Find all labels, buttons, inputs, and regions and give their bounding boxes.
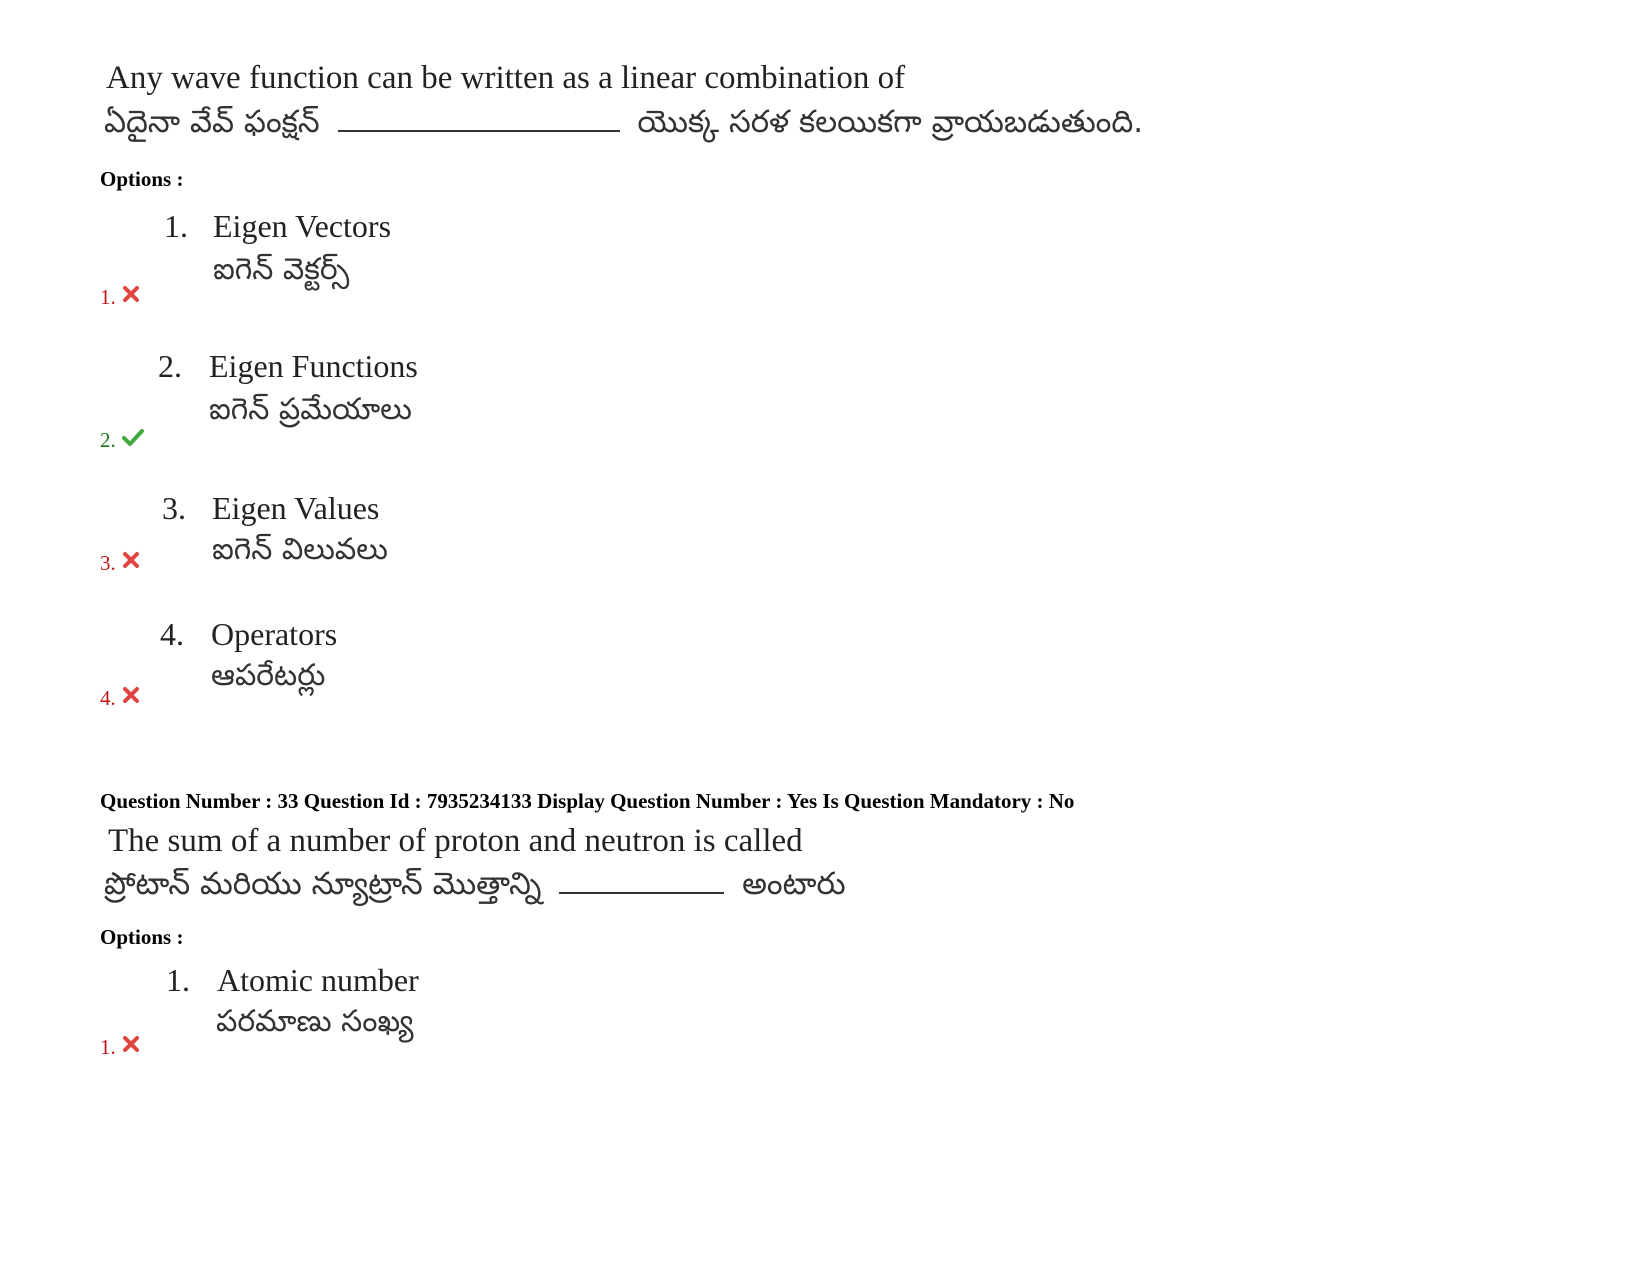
- option-text-te: ఆపరేటర్లు: [211, 658, 326, 693]
- option-text-en: Eigen Values: [212, 490, 380, 526]
- option-marker-correct: [100, 428, 144, 453]
- question-text-te-after: యొక్క సరళ కలయికగా వ్రాయబడుతుంది.: [637, 104, 1144, 140]
- check-icon: [122, 428, 144, 446]
- marker-number: 3.: [100, 551, 116, 575]
- option-text-te: ఐగెన్ వెక్టర్స్: [213, 252, 350, 287]
- question-text-en: Any wave function can be written as a linear combination of: [106, 60, 906, 96]
- option-number: 1.: [166, 962, 190, 998]
- option-text-te: పరమాణు సంఖ్య: [216, 1004, 414, 1039]
- question-text-en: The sum of a number of proton and neutron is called: [108, 823, 803, 859]
- cross-icon: [122, 1035, 140, 1053]
- question-text-te: [104, 104, 1143, 147]
- marker-number: 4.: [100, 686, 116, 710]
- option-text-en: Eigen Vectors: [213, 208, 392, 244]
- option-number: 3.: [162, 490, 186, 526]
- option-marker-wrong: [100, 551, 140, 576]
- cross-icon: [122, 551, 140, 569]
- options-label: Options :: [100, 167, 184, 191]
- cross-icon: [122, 686, 140, 704]
- option-text-en: Eigen Functions: [209, 348, 418, 384]
- options-label: Options :: [100, 925, 184, 949]
- marker-number: 2.: [100, 428, 116, 452]
- option-number: 2.: [158, 348, 182, 384]
- answer-blank: [559, 891, 724, 894]
- option-text-te: ఐగెన్ ప్రమేయాలు: [209, 392, 412, 427]
- option-number: 4.: [160, 616, 184, 652]
- marker-number: 1.: [100, 285, 116, 309]
- option-marker-wrong: [100, 285, 140, 310]
- option-text-en: Atomic number: [217, 962, 419, 998]
- question-text-te: [104, 866, 846, 909]
- option-text-en: Operators: [211, 616, 338, 652]
- cross-icon: [122, 285, 140, 303]
- question-text-te-after: అంటారు: [742, 866, 846, 902]
- option-text-te: ఐగెన్ విలువలు: [212, 532, 388, 567]
- option-marker-wrong: [100, 1035, 140, 1060]
- option-marker-wrong: [100, 686, 140, 711]
- answer-blank: [338, 129, 620, 132]
- question-meta: Question Number : 33 Question Id : 7935234133 Display Question Number : Yes Is Question Mandatory : No: [100, 789, 1075, 813]
- question-text-te-before: ప్రోటాన్ మరియు న్యూట్రాన్ మొత్తాన్ని: [104, 866, 542, 902]
- option-number: 1.: [164, 208, 188, 244]
- question-text-te-before: ఏదైనా వేవ్ ఫంక్షన్: [104, 104, 320, 140]
- marker-number: 1.: [100, 1035, 116, 1059]
